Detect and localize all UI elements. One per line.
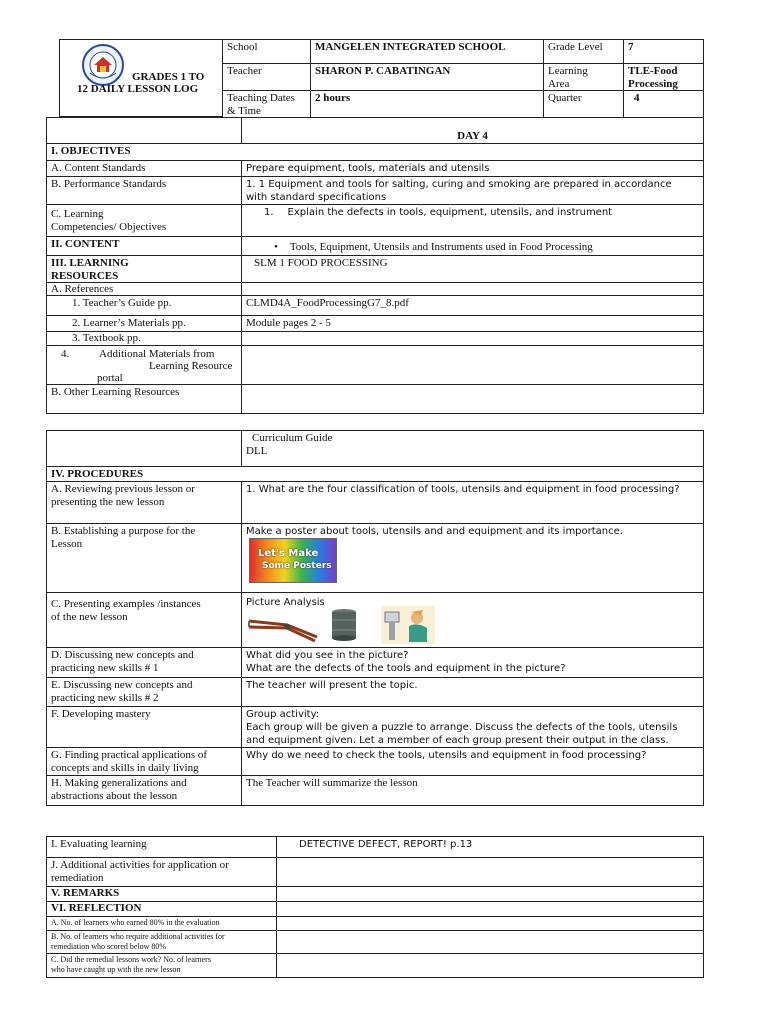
competencies-label (46, 204, 242, 237)
objectives-text: I. OBJECTIVES (51, 145, 131, 157)
proc-c-value-text: Picture Analysis (246, 597, 325, 608)
references-label (46, 282, 242, 296)
procedures-text: IV. PROCEDURES (51, 468, 144, 480)
content-bullet: • (274, 241, 278, 253)
person-equipment-picture (381, 606, 435, 649)
quarter-label-text: Quarter (548, 92, 582, 104)
teachers-guide-value-text: CLMD4A_FoodProcessingG7_8.pdf (246, 297, 409, 309)
proc-g-value-text: Why do we need to check the tools, utensils and equipment in food processing? (246, 750, 647, 761)
teachers-guide-label (46, 295, 242, 316)
teacher-value (310, 63, 544, 91)
content-value (241, 236, 704, 256)
dates-label-2: & Time (227, 104, 261, 117)
competencies-value (241, 204, 704, 237)
additional-activities-line2: remediation (51, 871, 104, 884)
textbook-value (241, 331, 704, 346)
additional-activities-label (46, 857, 277, 887)
reflection-b-line1: B. No. of learners who require additional activities for (51, 932, 225, 941)
proc-c-line1: C. Presenting examples /instances (51, 598, 201, 610)
poster-image (249, 538, 337, 583)
proc-c-label (46, 592, 242, 648)
other-resources-value (241, 384, 704, 414)
proc-h-line1: H. Making generalizations and (51, 777, 187, 789)
content-value-text: Tools, Equipment, Utensils and Instruments used in Food Processing (289, 241, 593, 253)
guide-line1: Curriculum Guide (252, 432, 333, 444)
proc-d-line1: D. Discussing new concepts and (51, 649, 194, 661)
resources-heading-2: RESOURCES (51, 269, 119, 282)
reflection-c-line1: C. Did the remedial lessons work? No. of learners (51, 955, 211, 964)
area-label-2: Area (548, 77, 570, 90)
evaluating-value-text: DETECTIVE DEFECT, REPORT! p.13 (299, 839, 473, 850)
proc-b-label (46, 523, 242, 593)
resources-value-text: SLM 1 FOOD PROCESSING (254, 257, 388, 269)
reflection-text: VI. REFLECTION (51, 902, 142, 914)
additional-line3: portal (97, 372, 123, 384)
performance-standards-text: B. Performance Standards (51, 178, 167, 190)
textbook-text: 3. Textbook pp. (72, 332, 141, 344)
teacher-label-text: Teacher (227, 65, 262, 77)
reflection-c-value (276, 953, 704, 978)
remarks-heading (46, 886, 277, 902)
learners-materials-text: 2. Learner’s Materials pp. (72, 317, 186, 329)
reflection-b-label (46, 930, 277, 954)
proc-e-label (46, 677, 242, 707)
dates-label-1: Teaching Dates (227, 92, 295, 104)
additional-materials-label (46, 345, 242, 385)
performance-value-line1: 1. 1 Equipment and tools for salting, curing and smoking are prepared in accordance (246, 179, 672, 190)
proc-e-line2: practicing new skills # 2 (51, 691, 159, 704)
content-heading-text: II. CONTENT (51, 238, 120, 250)
competencies-label-2: Competencies/ Objectives (51, 220, 167, 233)
additional-line1: Additional Materials from (99, 348, 215, 360)
proc-f-value-line3: and equipment given. Let a member of each group present their output in the class. (246, 735, 669, 746)
guide-cell (241, 430, 704, 467)
teachers-guide-text: 1. Teacher’s Guide pp. (72, 297, 172, 309)
reflection-a-value (276, 916, 704, 931)
other-resources-label (46, 384, 242, 414)
additional-activities-line1: J. Additional activities for application or (51, 859, 229, 871)
content-standards-value-text: Prepare equipment, tools, materials and utensils (246, 163, 490, 174)
evaluating-label (46, 836, 277, 858)
remarks-value (276, 886, 704, 902)
proc-f-text: F. Developing mastery (51, 708, 151, 720)
school-value (310, 39, 544, 64)
proc-d-value (241, 647, 704, 678)
proc-g-value (241, 747, 704, 776)
poster-line1: Let's Make (258, 548, 319, 559)
proc-f-value-line2: Each group will be given a puzzle to arrange. Discuss the defects of the tools, utensils (246, 722, 678, 733)
competencies-label-1: C. Learning (51, 208, 104, 220)
proc-c-line2: of the new lesson (51, 610, 128, 623)
performance-value-line2: with standard specifications (246, 192, 387, 203)
evaluating-value (276, 836, 704, 858)
learners-materials-value (241, 315, 704, 332)
grade-value (623, 39, 704, 64)
tongs-picture (247, 611, 319, 648)
learners-materials-label (46, 315, 242, 332)
objectives-heading (46, 143, 704, 161)
teacher-value-text: SHARON P. CABATINGAN (315, 65, 451, 77)
performance-standards-label (46, 176, 242, 205)
grade-value-text: 7 (628, 41, 634, 53)
proc-a-value-text: 1. What are the four classification of tools, utensils and equipment in food processing? (246, 484, 680, 495)
content-standards-label (46, 160, 242, 177)
proc-b-value-text: Make a poster about tools, utensils and and equipment and its importance. (246, 526, 623, 537)
proc-g-label (46, 747, 242, 776)
additional-line2: Learning Resource (149, 360, 233, 372)
proc-d-value-line1: What did you see in the picture? (246, 650, 409, 661)
proc-h-line2: abstractions about the lesson (51, 789, 178, 802)
guide-left-cell (46, 430, 242, 467)
day-header (241, 117, 704, 144)
proc-g-line1: G. Finding practical applications of (51, 749, 208, 761)
teacher-label (222, 63, 311, 91)
additional-materials-value (241, 345, 704, 385)
reflection-b-value (276, 930, 704, 954)
day-left-cell (46, 117, 242, 144)
resources-heading-1: III. LEARNING (51, 257, 129, 269)
resources-value (241, 255, 704, 283)
day-label: DAY 4 (457, 130, 488, 142)
procedures-heading (46, 466, 704, 482)
proc-a-label (46, 481, 242, 524)
content-standards-value (241, 160, 704, 177)
proc-d-label (46, 647, 242, 678)
drum-picture (330, 608, 358, 647)
school-label-text: School (227, 41, 258, 53)
proc-f-value-line1: Group activity: (246, 709, 320, 720)
references-value (241, 282, 704, 296)
remarks-text: V. REMARKS (51, 887, 120, 899)
other-resources-text: B. Other Learning Resources (51, 386, 180, 398)
proc-f-label (46, 706, 242, 748)
proc-a-value (241, 481, 704, 524)
area-label-1: Learning (548, 65, 588, 77)
dates-value (310, 90, 544, 118)
dates-label (222, 90, 311, 118)
teachers-guide-value (241, 295, 704, 316)
reflection-c-line2: who have caught up with the new lesson (51, 964, 181, 974)
school-label (222, 39, 311, 64)
additional-activities-value (276, 857, 704, 887)
proc-g-line2: concepts and skills in daily living (51, 761, 199, 774)
guide-line2: DLL (246, 444, 268, 457)
proc-b-line2: Lesson (51, 537, 83, 550)
grade-label (543, 39, 624, 64)
dates-value-text: 2 hours (315, 92, 351, 104)
proc-e-value (241, 677, 704, 707)
competencies-num: 1. (264, 207, 274, 218)
resources-heading (46, 255, 242, 283)
content-standards-text: A. Content Standards (51, 162, 146, 174)
evaluating-text: I. Evaluating learning (51, 838, 147, 850)
quarter-value-text: 4 (634, 92, 640, 104)
page-title-line2: 12 DAILY LESSON LOG (77, 83, 199, 95)
reflection-heading (46, 901, 277, 917)
proc-d-line2: practicing new skills # 1 (51, 661, 159, 674)
page-title-line1: GRADES 1 TO (132, 71, 205, 83)
reflection-a-label (46, 916, 277, 931)
proc-a-line1: A. Reviewing previous lesson or (51, 483, 195, 495)
school-value-text: MANGELEN INTEGRATED SCHOOL (315, 41, 506, 53)
poster-line2: Some Posters (262, 561, 332, 571)
proc-h-value-text: The Teacher will summarize the lesson (246, 777, 418, 789)
reflection-a-text: A. No. of learners who earned 80% in the evaluation (51, 918, 220, 927)
area-value-1: TLE-Food (628, 65, 678, 77)
performance-standards-value (241, 176, 704, 205)
proc-b-line1: B. Establishing a purpose for the (51, 525, 196, 537)
quarter-label (543, 90, 624, 118)
area-value (623, 63, 704, 91)
proc-e-line1: E. Discussing new concepts and (51, 679, 193, 691)
content-heading (46, 236, 242, 256)
competencies-value-text: Explain the defects in tools, equipment, utensils, and instrument (287, 207, 613, 218)
proc-h-label (46, 775, 242, 806)
proc-a-line2: presenting the new lesson (51, 495, 165, 508)
references-text: A. References (51, 283, 114, 295)
additional-num: 4. (61, 348, 70, 360)
reflection-c-label (46, 953, 277, 978)
reflection-b-line2: remediation who scored below 80% (51, 941, 167, 951)
proc-f-value (241, 706, 704, 748)
proc-d-value-line2: What are the defects of the tools and equipment in the picture? (246, 663, 566, 674)
quarter-value (623, 90, 704, 118)
learners-materials-value-text: Module pages 2 - 5 (246, 317, 331, 329)
grade-label-text: Grade Level (548, 41, 603, 53)
textbook-label (46, 331, 242, 346)
proc-h-value (241, 775, 704, 806)
proc-e-value-text: The teacher will present the topic. (246, 680, 418, 691)
reflection-value (276, 901, 704, 917)
area-label (543, 63, 624, 91)
area-value-2: Processing (628, 77, 678, 90)
